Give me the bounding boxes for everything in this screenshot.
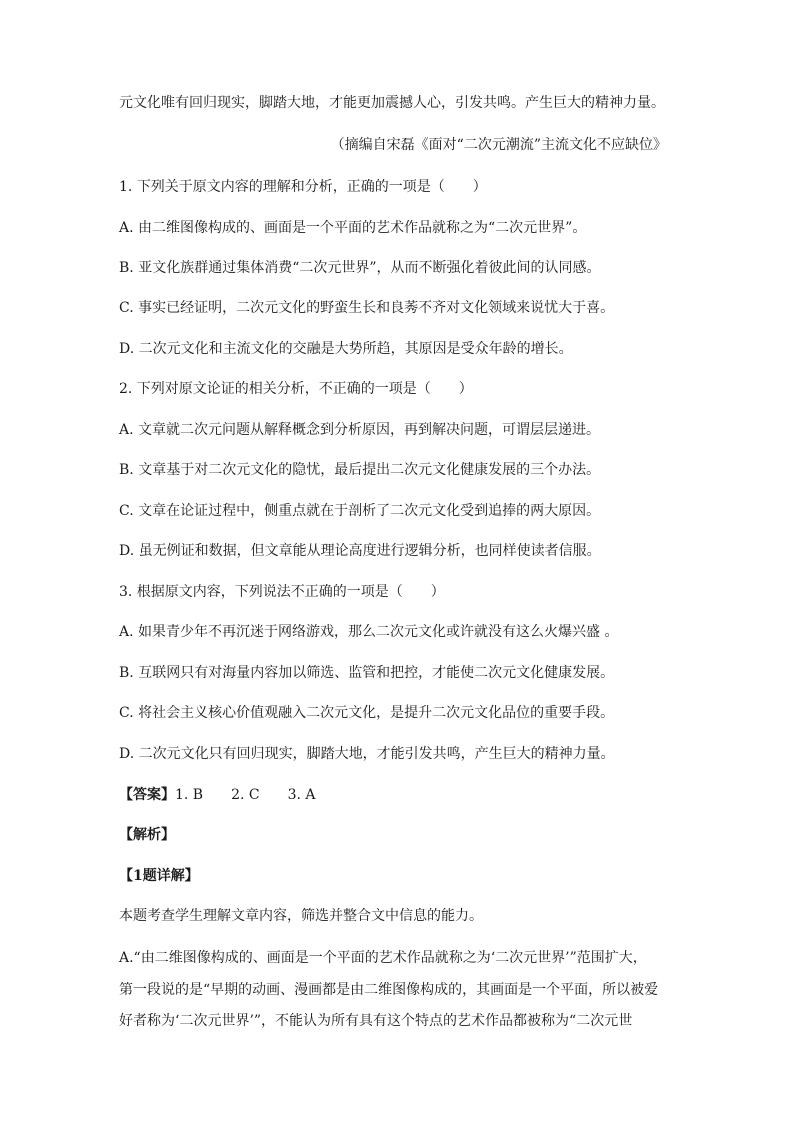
question-2-option-d: D. 虽无例证和数据，但文章能从理论高度进行逻辑分析，也同样使读者信服。 bbox=[119, 543, 601, 559]
detail-label: 【1题详解】 bbox=[119, 868, 199, 884]
question-3-option-c: C. 将社会主义核心价值观融入二次元文化，是提升二次元文化品位的重要手段。 bbox=[119, 705, 615, 721]
question-1-stem: 1. 下列关于原文内容的理解和分析，正确的一项是（ ） bbox=[119, 179, 487, 195]
question-1-option-d: D. 二次元文化和主流文化的交融是大势所趋，其原因是受众年龄的增长。 bbox=[119, 341, 573, 357]
question-2-option-b: B. 文章基于对二次元文化的隐忧，最后提出二次元文化健康发展的三个办法。 bbox=[119, 462, 601, 478]
analysis-label: 【解析】 bbox=[119, 827, 175, 843]
detail-line-1: A.“由二维图像构成的、画面是一个平面的艺术作品就称之为‘二次元世界’”范围扩大， bbox=[119, 950, 647, 966]
answer-line bbox=[119, 786, 679, 804]
question-1-option-b: B. 亚文化族群通过集体消费“二次元世界”，从而不断强化着彼此间的认同感。 bbox=[119, 260, 601, 276]
detail-line-3: 好者称为‘二次元世界’”，不能认为所有具有这个特点的艺术作品都被称为“二次元世 bbox=[119, 1013, 633, 1029]
citation: （摘编自宋磊《面对“二次元潮流”主流文化不应缺位》 bbox=[330, 137, 667, 153]
answer-label: 【答案】 bbox=[119, 787, 175, 803]
question-2-stem: 2. 下列对原文论证的相关分析，不正确的一项是（ ） bbox=[119, 381, 473, 397]
question-1-option-c: C. 事实已经证明，二次元文化的野蛮生长和良莠不齐对文化领域来说忧大于喜。 bbox=[119, 300, 615, 316]
question-3-option-d: D. 二次元文化只有回归现实，脚踏大地，才能引发共鸣，产生巨大的精神力量。 bbox=[119, 746, 615, 762]
detail-intro: 本题考查学生理解文章内容，筛选并整合文中信息的能力。 bbox=[119, 908, 483, 924]
question-1-option-a: A. 由二维图像构成的、画面是一个平面的艺术作品就称之为“二次元世界”。 bbox=[119, 220, 587, 236]
detail-line-2: 第一段说的是“早期的动画、漫画都是由二维图像构成的，其画面是一个平面，所以被爱 bbox=[119, 982, 659, 998]
question-3-option-a: A. 如果青少年不再沉迷于网络游戏，那么二次元文化或许就没有这么火爆兴盛 。 bbox=[119, 624, 619, 640]
question-2-option-c: C. 文章在论证过程中，侧重点就在于剖析了二次元文化受到追捧的两大原因。 bbox=[119, 503, 601, 519]
question-3-stem: 3. 根据原文内容，下列说法不正确的一项是（ ） bbox=[119, 584, 445, 600]
passage-end-text: 元文化唯有回归现实，脚踏大地，才能更加震撼人心，引发共鸣。产生巨大的精神力量。 bbox=[119, 95, 665, 111]
answer-text: 1. B 2. C 3. A bbox=[175, 787, 316, 803]
question-2-option-a: A. 文章就二次元问题从解释概念到分析原因，再到解决问题，可谓层层递进。 bbox=[119, 422, 601, 438]
question-3-option-b: B. 互联网只有对海量内容加以筛选、监管和把控，才能使二次元文化健康发展。 bbox=[119, 665, 615, 681]
